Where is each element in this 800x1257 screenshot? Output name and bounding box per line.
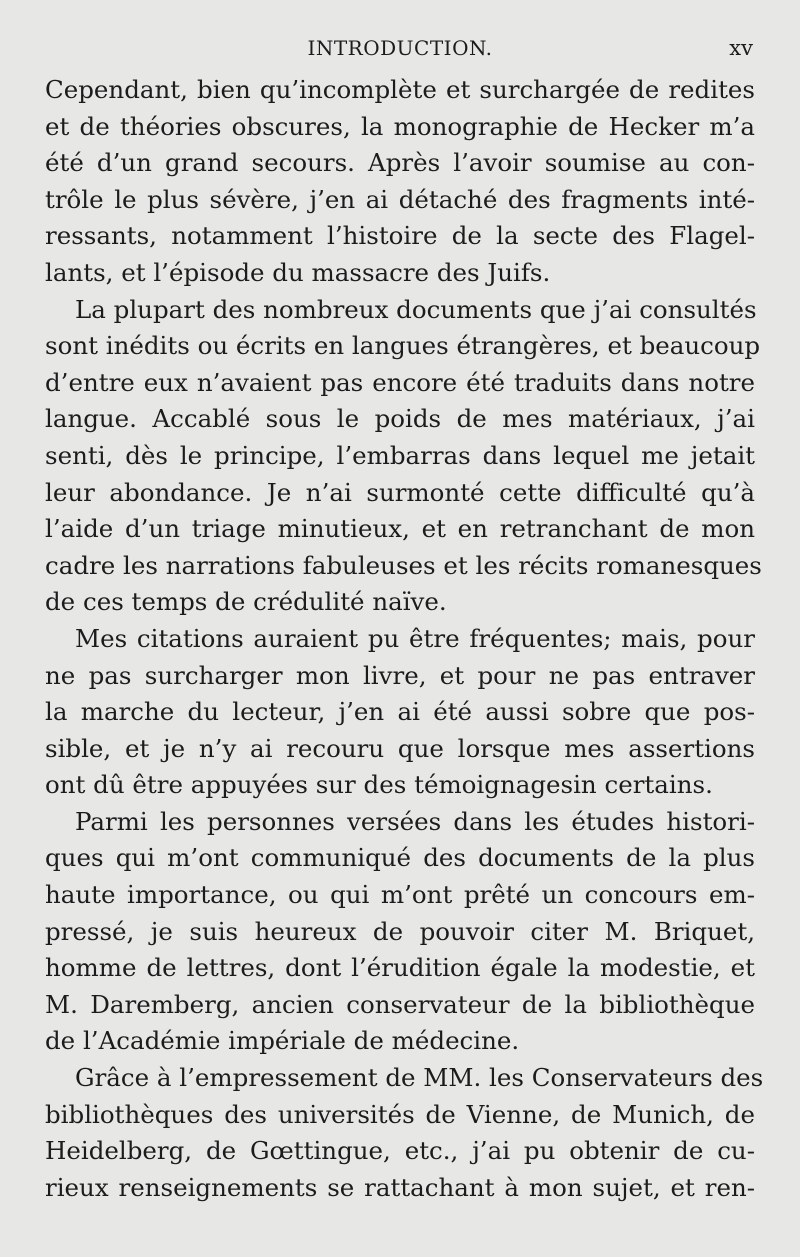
text-line: rieux renseignements se rattachant à mon sujet, et ren- xyxy=(45,1172,755,1202)
text-line: La plupart des nombreux documents que j’ai consultés xyxy=(75,294,757,324)
text-line: ques qui m’ont communiqué des documents de la plus xyxy=(45,843,755,873)
text-line: leur abondance. Je n’ai surmonté cette difficulté qu’à xyxy=(45,477,755,507)
text-line: langue. Accablé sous le poids de mes matériaux, j’ai xyxy=(45,404,755,434)
text-line: homme de lettres, dont l’érudition égale la modestie, et xyxy=(45,953,755,983)
running-head: INTRODUCTION. xyxy=(307,36,493,60)
text-line: bibliothèques des universités de Vienne, de Munich, de xyxy=(45,1099,755,1129)
text-line: et de théories obscures, la monographie de Hecker m’a xyxy=(45,111,755,141)
text-line: lants, et l’épisode du massacre des Juifs. xyxy=(45,257,551,287)
text-line: M. Daremberg, ancien conservateur de la bibliothèque xyxy=(45,989,755,1019)
text-line: trôle le plus sévère, j’en ai détaché des fragments inté- xyxy=(45,184,755,214)
text-line: Cependant, bien qu’incomplète et surchargée de redites xyxy=(45,75,755,104)
text-line: la marche du lecteur, j’en ai été aussi sobre que pos- xyxy=(45,697,755,727)
text-line: sont inédits ou écrits en langues étrangères, et beaucoup xyxy=(45,331,761,361)
text-line: pressé, je suis heureux de pouvoir citer M. Briquet, xyxy=(45,916,755,946)
text-line: l’aide d’un triage minutieux, et en retranchant de mon xyxy=(45,514,755,544)
text-line: de ces temps de crédulité naïve. xyxy=(45,587,447,617)
text-line: sible, et je n’y ai recouru que lorsque mes assertions xyxy=(45,733,755,763)
page-number: xv xyxy=(729,36,753,60)
text-line: été d’un grand secours. Après l’avoir soumise au con- xyxy=(45,148,755,178)
text-line: Parmi les personnes versées dans les études histori- xyxy=(75,806,755,836)
text-line: cadre les narrations fabuleuses et les récits romanesques xyxy=(45,550,762,580)
text-line: Grâce à l’empressement de MM. les Conservateurs des xyxy=(75,1063,764,1093)
text-line: ont dû être appuyées sur des témoignagesin certains. xyxy=(45,770,713,800)
text-line: d’entre eux n’avaient pas encore été traduits dans notre xyxy=(45,367,755,397)
text-line: ressants, notamment l’histoire de la secte des Flagel- xyxy=(45,221,755,251)
text-line: Heidelberg, de Gœttingue, etc., j’ai pu obtenir de cu- xyxy=(45,1136,755,1166)
text-line: haute importance, ou qui m’ont prêté un concours em- xyxy=(45,880,755,910)
page-header xyxy=(45,34,755,62)
text-line: de l’Académie impériale de médecine. xyxy=(45,1026,520,1056)
text-line: ne pas surcharger mon livre, et pour ne pas entraver xyxy=(45,660,755,690)
text-line: senti, dès le principe, l’embarras dans lequel me jetait xyxy=(45,440,755,470)
body-text xyxy=(45,72,764,1206)
text-line: Mes citations auraient pu être fréquentes; mais, pour xyxy=(75,623,755,653)
